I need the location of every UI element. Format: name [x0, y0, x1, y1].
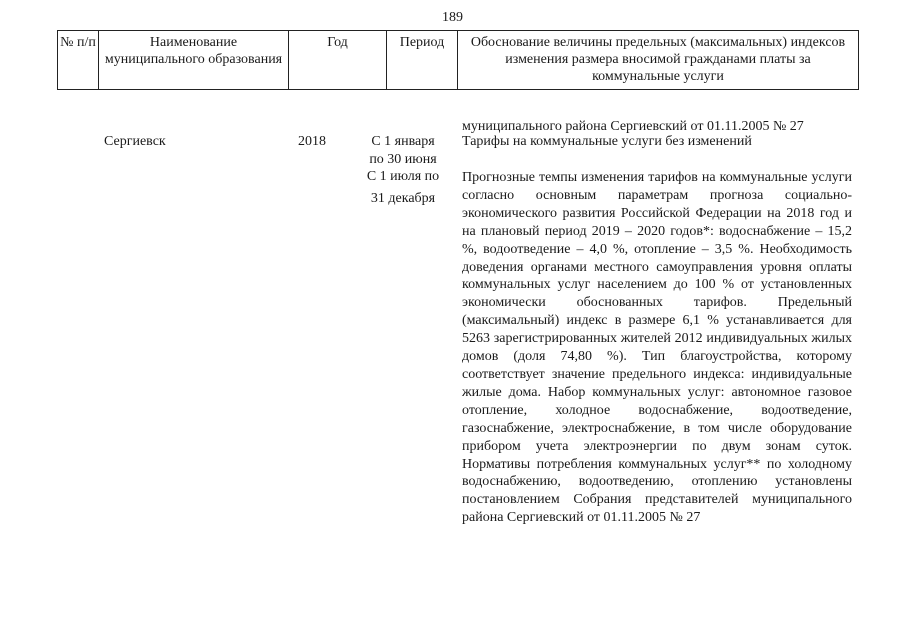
table-header [57, 30, 859, 90]
period-2-start: С 1 июля по [366, 169, 440, 184]
header-row [58, 31, 859, 90]
period-1-start: С 1 января [371, 134, 435, 149]
continuation-text: муниципального района Сергиевский от 01.11.2005 № 27 [462, 119, 804, 134]
header-col-basis: Обоснование величины предельных (максимальных) индексов изменения размера вносимой гражданами платы за коммунальные услуги [458, 31, 859, 90]
header-col-name: Наименование муниципального образования [99, 31, 289, 90]
period-2-end: 31 декабря [370, 190, 436, 206]
row-year: 2018 [298, 134, 326, 149]
page-number: 189 [442, 10, 463, 25]
header-col-year: Год [289, 31, 387, 90]
period-1-end: по 30 июня [369, 151, 437, 167]
basis-paragraph: Прогнозные темпы изменения тарифов на коммунальные услуги согласно основным параметрам прогноза социально-экономического развития Российской Федерации на 2018 год и на плановый период 2019 – 2020 годов*: водоснабжение – 15,2 %, водоотведение – 4,0 %, отопление – 3,5 %. Необходимость доведения органами местного самоуправления уровня оплаты коммунальных услуг населением до 100 % от установленных экономически обоснованных тарифов. Предельный (максимальный) индекс в размере 6,1 % устанавливается для 5263 зарегистрированных жителей 2012 индивидуальных жилых домов (доля 74,80 %). Тип благоустройства, которому соответствует значение предельного индекса: индивидуальные жилые дома. Набор коммунальных услуг: автономное газовое отопление, холодное водоснабжение, водоотведение, газоснабжение, электроснабжение, в том числе оборудование прибором учета электроэнергии по двум зонам суток. Нормативы потребления коммунальных услуг** по холодному водоснабжению, водоотведению, отоплению установлены постановлением Собрания представителей муниципального района Сергиевский от 01.11.2005 № 27 [462, 170, 852, 526]
municipality-name: Сергиевск [104, 134, 166, 149]
header-col-number: № п/п [58, 31, 99, 90]
tariff-note: Тарифы на коммунальные услуги без изменений [462, 134, 752, 149]
row-period [362, 133, 444, 207]
header-col-period: Период [387, 31, 458, 90]
